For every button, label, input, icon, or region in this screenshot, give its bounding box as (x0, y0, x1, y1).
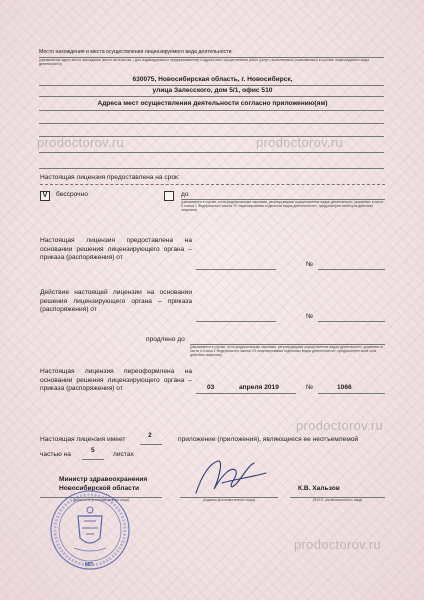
part-prefix: частью на (40, 451, 71, 458)
divider (39, 110, 384, 111)
location-label: Место нахождения и места осуществления лицензируемого вида деятельности (39, 49, 232, 55)
divider (39, 123, 384, 124)
date-line (196, 269, 276, 270)
address-line-2: улица Залесского, дом 5/1, офис 510 (152, 87, 273, 94)
address-line-3: Адреса мест осуществления деятельности согласно приложению(ям) (97, 100, 328, 107)
number-line (318, 269, 385, 270)
unlimited-label: бессрочно (56, 191, 88, 198)
appendix-suffix: приложение (приложения), являющееся ее неотъемлемой (178, 436, 359, 443)
unlimited-checkbox: V (40, 191, 50, 201)
number-line (318, 321, 385, 322)
signer-position-2: Новосибирской области (59, 485, 140, 492)
sign-note: (подпись уполномоченного лица) (202, 498, 256, 502)
until-label: до (181, 191, 189, 198)
reissue-number: 1066 (337, 384, 352, 391)
term-note: (указывается в случае, если федеральными законами, регулирующими осуществление видов деятельности, указанных в части 4 статьи 1 Федерального закона «О лицензировании отдельных видов деятельности», предусмотрен иной срок действия лицензии) (181, 200, 384, 213)
signature-image (188, 453, 272, 499)
term-label: Настоящая лицензия предоставлена на срок: (40, 174, 180, 181)
appendix-prefix: Настоящая лицензия имеет (40, 436, 126, 443)
signer-position-1: Министр здравоохранения (59, 476, 148, 483)
reissue-day: 03 (207, 384, 215, 391)
location-note: (указываются адрес места нахождения (место жительства – для индивидуального предпринимателя) и адреса мест осуществления работ (услуг), выполняемых (оказываемых) в составе лицензируемого вида деятельности) (39, 58, 369, 67)
divider (40, 184, 385, 185)
divider (39, 168, 384, 169)
date-line (196, 393, 296, 394)
stamp-mp-label: МП (85, 562, 93, 568)
divider (39, 85, 384, 86)
part-suffix: листах (113, 451, 134, 458)
divider (39, 96, 384, 97)
watermark: prodoctorov.ru (37, 135, 125, 150)
name-note: (Ф.И.О. уполномоченного лица) (312, 498, 363, 502)
divider (82, 459, 104, 460)
basis-text: Настоящая лицензия предоставлена на основании решения лицензирующего органа – приказа (распоряжения) от (40, 237, 192, 262)
watermark: prodoctorov.ru (296, 418, 384, 433)
action-note: (указывается в случае, если федеральными законами, регулирующими осуществление видов деятельности, указанных в части 4 статьи 1 Федерального закона «О лицензировании отдельных видов деятельности», предусмотрен иной срок действия лицензии) (190, 345, 383, 358)
reissue-text: Настоящая лицензия переоформлена на основании решения лицензирующего органа – приказа (распоряжения) от (40, 368, 192, 393)
reissue-no-label: № (306, 384, 314, 391)
until-checkbox (164, 191, 174, 201)
basis-no-label: № (306, 261, 314, 268)
number-line (318, 393, 385, 394)
sheets-count: 5 (91, 447, 95, 454)
action-text: Действие настоящей лицензии на основании решения лицензирующего органа – приказа (распоряжения) от (40, 289, 192, 314)
action-no-label: № (306, 313, 314, 320)
position-note: (должность уполномоченного лица) (72, 498, 130, 502)
watermark: prodoctorov.ru (294, 537, 382, 552)
address-line-1: 630075, Новосибирская область, г. Новосибирск, (132, 76, 293, 83)
extended-label: продлено до (146, 336, 185, 343)
divider (39, 152, 384, 153)
signer-name: К.В. Хальзов (298, 485, 340, 492)
divider (140, 444, 162, 445)
date-line (196, 321, 276, 322)
watermark: prodoctorov.ru (256, 135, 344, 150)
stamp-seal (48, 488, 132, 572)
appendix-count: 2 (148, 432, 152, 439)
reissue-month-year: апреля 2019 (239, 384, 279, 391)
